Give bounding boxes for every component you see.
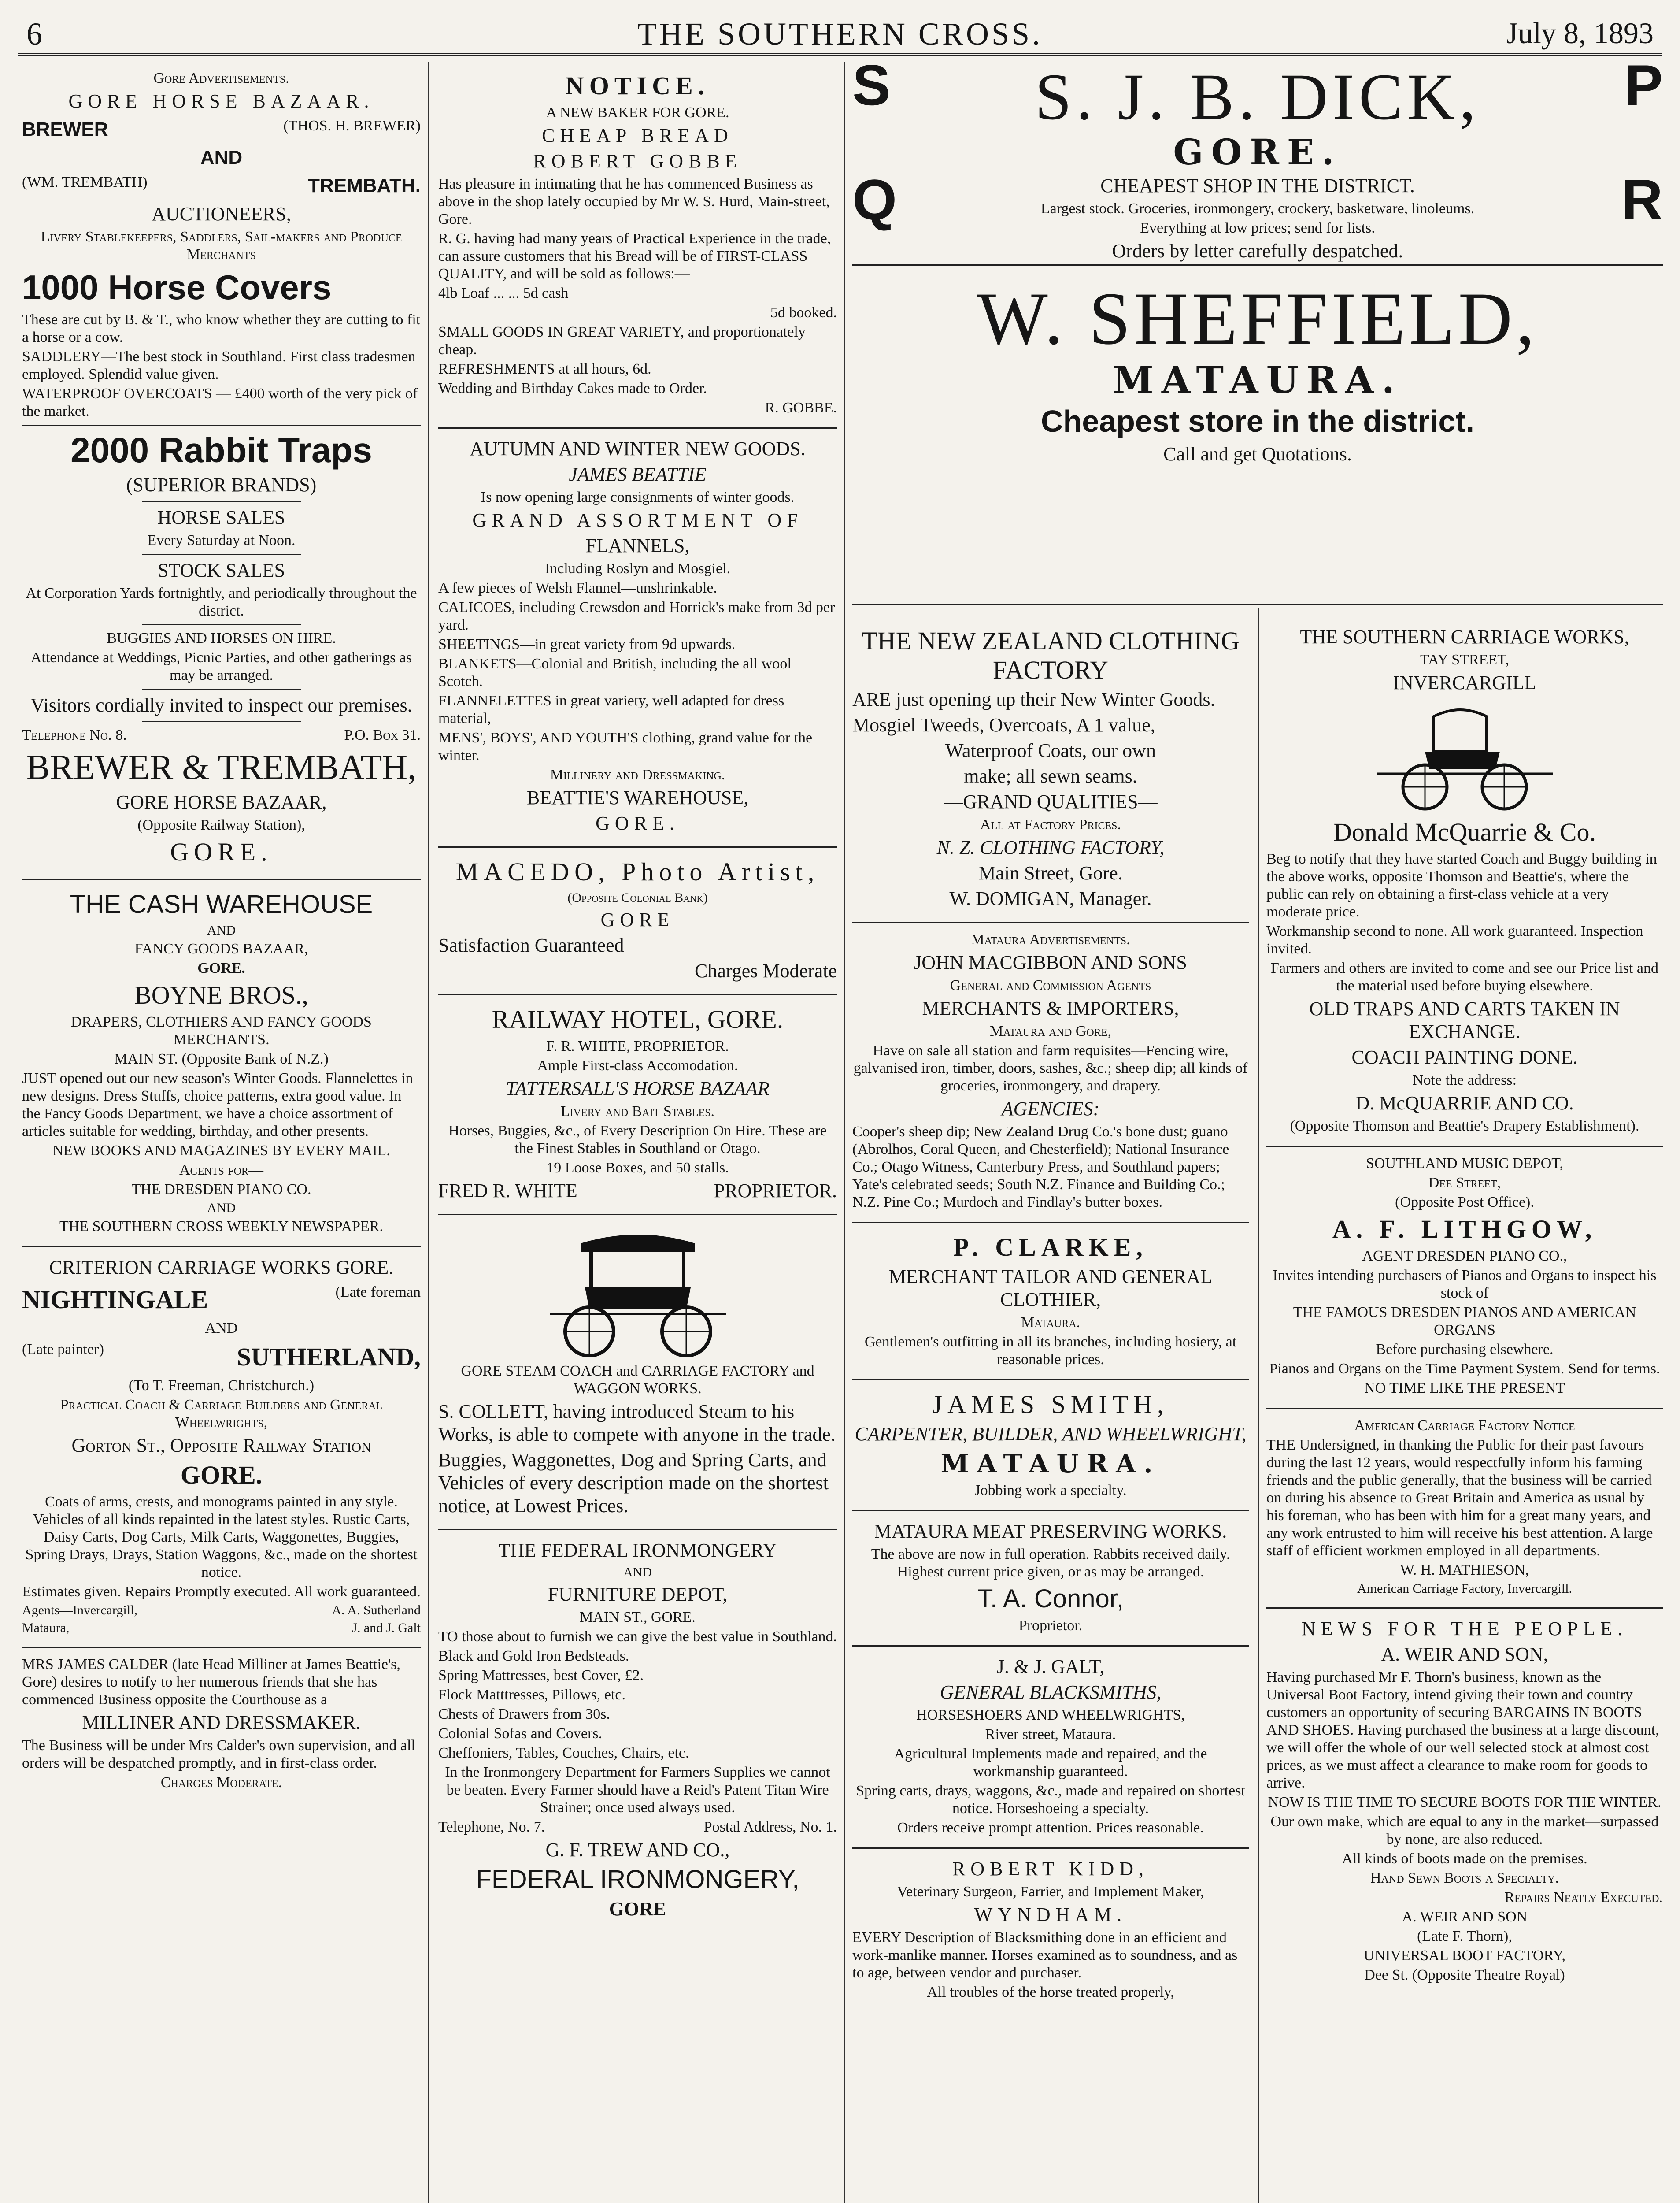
ad-text: Jobbing work a specialty. (974, 1482, 1127, 1498)
ad-railway-hotel (438, 995, 837, 1215)
ad-text: ARE just opening up their New Winter Goods. (852, 689, 1215, 710)
ad-text: STOCK SALES (158, 560, 285, 581)
ad-headline: A. F. LITHGOW, (1332, 1215, 1597, 1243)
carriage-illustration-icon (1372, 699, 1557, 813)
ad-text: Every Saturday at Noon. (147, 532, 296, 549)
ad-text: MENS', BOYS', AND YOUTH'S clothing, grand value for the winter. (438, 730, 813, 764)
ad-text: BREWER (22, 119, 108, 140)
ad-text: 4lb Loaf ... ... 5d cash (438, 285, 569, 301)
ad-text: (WM. TREMBATH) (22, 174, 148, 190)
ad-headline: American Carriage Factory Notice (1354, 1417, 1575, 1434)
ad-headline: BOYNE BROS., (134, 981, 308, 1009)
ad-headline: MILLINER AND DRESSMAKER. (82, 1712, 361, 1733)
ad-text: BUGGIES AND HORSES ON HIRE. (107, 630, 336, 646)
ad-text: COACH PAINTING DONE. (1351, 1046, 1578, 1068)
ad-headline: S. J. B. DICK, (1035, 60, 1480, 134)
ad-headline: ROBERT KIDD, (952, 1858, 1149, 1880)
ad-text: HORSE SALES (157, 507, 285, 528)
ad-text: THE Undersigned, in thanking the Public for their past favours during the last 12 years, would respectfully inform his farming friends and the public generally, that the business will be carried on during his absence to Great Britain and America as usual by his foreman, who has been with him for a great many years, and any work entrusted to him will receive his best attention. A large staff of efficient workmen employed in all departments. (1266, 1437, 1653, 1559)
ad-text: A. A. Sutherland (332, 1603, 421, 1617)
ad-text: TREMBATH. (308, 175, 421, 197)
ad-text: Call and get Quotations. (1163, 443, 1352, 465)
ad-text: Note the address: (1412, 1072, 1517, 1088)
ad-text: T. A. Connor, (977, 1584, 1124, 1613)
ad-text: (Opposite Thomson and Beattie's Drapery Establishment). (1290, 1118, 1639, 1134)
ad-text: TAY STREET, (1420, 652, 1509, 668)
ad-headline: NEWS FOR THE PEOPLE. (1301, 1618, 1628, 1639)
ad-headline: THE CASH WAREHOUSE (70, 890, 373, 919)
ad-headline: THE FEDERAL IRONMONGERY (498, 1539, 777, 1561)
ad-text: Millinery and Dressmaking. (550, 767, 725, 783)
ad-text: MATAURA. (1112, 358, 1403, 402)
ad-text: GORE. (1173, 131, 1342, 173)
ad-headline: THE SOUTHERN CARRIAGE WORKS, (1300, 626, 1629, 648)
ad-text: Farmers and others are invited to come and see our Price list and the material used before buying elsewhere. (1271, 960, 1658, 994)
ad-text: River street, Mataura. (985, 1726, 1116, 1743)
ad-text: (To T. Freeman, Christchurch.) (128, 1377, 315, 1394)
ad-headline: AUTUMN AND WINTER NEW GOODS. (470, 438, 806, 460)
ad-text: (Opposite Railway Station), (137, 817, 305, 833)
ad-text: (THOS. H. BREWER) (283, 118, 421, 134)
ad-text: NEW BOOKS AND MAGAZINES BY EVERY MAIL. (52, 1142, 390, 1159)
ad-text: Livery and Bait Stables. (560, 1103, 715, 1120)
ad-text: Largest stock. Groceries, ironmongery, crockery, basketware, linoleums. (1040, 200, 1475, 217)
ad-text: In the Ironmongery Department for Farmers Supplies we cannot be beaten. Every Farmer should have a Reid's Patent Titan Wire Strainer; once used always used. (445, 1764, 830, 1816)
ad-text: SUTHERLAND, (237, 1343, 421, 1371)
ad-text: AND (207, 1201, 236, 1215)
ad-sheffield (852, 264, 1663, 466)
ad-text: DRAPERS, CLOTHIERS AND FANCY GOODS MERCHANTS. (71, 1014, 372, 1048)
ad-text: These are cut by B. & T., who know whether they are cutting to fit a horse or a cow. (22, 312, 421, 345)
ad-headline: P. CLARKE, (953, 1233, 1148, 1261)
ad-text: Invites intending purchasers of Pianos and Organs to inspect his stock of (1273, 1267, 1657, 1301)
ad-text: HORSESHOERS AND WHEELWRIGHTS, (916, 1707, 1185, 1723)
masthead (18, 13, 1662, 56)
ad-text: Agents for— (179, 1162, 264, 1178)
ad-text: G. F. TREW AND CO., (545, 1839, 730, 1861)
ad-text: (SUPERIOR BRANDS) (126, 474, 317, 496)
ad-meat-preserving (852, 1511, 1249, 1647)
ad-headline: NOTICE. (565, 71, 710, 100)
ad-headline: BREWER & TREMBATH, (26, 748, 417, 787)
ad-collett-coach-factory (438, 1215, 837, 1530)
ad-text: Before purchasing elsewhere. (1376, 1341, 1554, 1357)
ad-text: MERCHANTS & IMPORTERS, (922, 998, 1179, 1019)
ad-text: SADDLERY—The best stock in Southland. First class tradesmen employed. Splendid value given. (22, 349, 416, 382)
ad-text: FANCY GOODS BAZAAR, (134, 941, 308, 957)
section-heading: Gore Advertisements. (153, 70, 289, 86)
ad-text: WYNDHAM. (974, 1904, 1127, 1925)
ad-text: Mosgiel Tweeds, Overcoats, A 1 value, (852, 714, 1155, 736)
ad-title: GORE HORSE BAZAAR. (68, 90, 374, 112)
ad-headline: JAMES SMITH, (932, 1390, 1169, 1419)
ad-text: OLD TRAPS AND CARTS TAKEN IN EXCHANGE. (1309, 998, 1620, 1042)
ad-james-beattie (438, 429, 837, 848)
ad-text: Agents—Invercargill, (22, 1603, 137, 1617)
ad-text: THE DRESDEN PIANO CO. (131, 1181, 311, 1198)
ad-text: (Late F. Thorn), (1417, 1928, 1512, 1944)
ad-text: 5d booked. (770, 304, 837, 321)
ad-text: Gorton St., Opposite Railway Station (71, 1435, 371, 1456)
ad-text: (Opposite Post Office). (1395, 1194, 1534, 1210)
ad-text: MAIN ST. (Opposite Bank of N.Z.) (114, 1051, 329, 1067)
column-1 (22, 62, 421, 2203)
ad-federal-ironmongery (438, 1530, 837, 1932)
ad-headline: FEDERAL IRONMONGERY, (476, 1865, 799, 1894)
ad-text: NO TIME LIKE THE PRESENT (1364, 1380, 1565, 1396)
corner-letter: R (1621, 167, 1663, 232)
ad-headline: SOUTHLAND MUSIC DEPOT, (1366, 1155, 1563, 1172)
ad-text: Practical Coach & Carriage Builders and General Wheelwrights, (60, 1397, 383, 1431)
ad-text: Colonial Sofas and Covers. (438, 1725, 603, 1742)
ad-text: Spring Mattresses, best Cover, £2. (438, 1667, 644, 1684)
ad-text: Including Roslyn and Mosgiel. (544, 560, 731, 577)
ad-text: AGENT DRESDEN PIANO CO., (1362, 1248, 1567, 1264)
corner-letter: Q (852, 167, 897, 232)
ad-text: W. DOMIGAN, Manager. (949, 888, 1152, 909)
ad-text: Waterproof Coats, our own (945, 740, 1156, 761)
ad-text: J. and J. Galt (352, 1621, 421, 1635)
ad-sj-dick (852, 53, 1663, 262)
ad-text: CALICOES, including Crewsdon and Horrick's make from 3d per yard. (438, 599, 835, 633)
ad-text: Charges Moderate (695, 960, 837, 982)
column-3 (852, 617, 1249, 2203)
ad-text: GORE. (197, 960, 245, 976)
ad-text: GENERAL BLACKSMITHS, (940, 1681, 1162, 1703)
ad-text: —GRAND QUALITIES— (944, 791, 1158, 812)
ad-text: THE FAMOUS DRESDEN PIANOS AND AMERICAN ORGANS (1293, 1304, 1636, 1338)
ad-text: P.O. Box 31. (344, 727, 421, 743)
ad-text: CARPENTER, BUILDER, AND WHEELWRIGHT, (855, 1423, 1247, 1445)
ad-text: N. Z. CLOTHING FACTORY, (936, 837, 1165, 858)
ad-text: TO those about to furnish we can give the best value in Southland. (438, 1628, 837, 1645)
ad-headline: RAILWAY HOTEL, GORE. (492, 1005, 784, 1034)
ad-text: Veterinary Surgeon, Farrier, and Implement Maker, (897, 1884, 1204, 1900)
ad-p-clarke (852, 1223, 1249, 1380)
ad-text: FLANNELS, (585, 535, 690, 556)
ad-text: WATERPROOF OVERCOATS — £400 worth of the very pick of the market. (22, 386, 418, 419)
corner-letter: P (1624, 53, 1663, 117)
ad-text: Pianos and Organs on the Time Payment System. Send for terms. (1269, 1361, 1660, 1377)
ad-text: Orders by letter carefully despatched. (1112, 240, 1403, 262)
ad-headline: Donald McQuarrie & Co. (1333, 818, 1596, 846)
section-heading: Mataura Advertisements. (971, 931, 1130, 948)
ad-text: Mataura. (1021, 1314, 1081, 1331)
ad-text: GORE HORSE BAZAAR, (116, 791, 327, 813)
ad-text: CHEAP BREAD (542, 125, 733, 146)
ad-text: Main Street, Gore. (978, 862, 1123, 884)
ad-text: R. G. having had many years of Practical Experience in the trade, can assure customers that his Bread will be of FIRST-CLASS QUALITY, and will be sold as follows:— (438, 230, 831, 282)
ad-text: GRAND ASSORTMENT OF (472, 509, 803, 531)
ad-text: Workmanship second to none. All work guaranteed. Inspection invited. (1266, 923, 1643, 957)
ad-text: (Late painter) (22, 1341, 104, 1357)
ad-text: MRS JAMES CALDER (late Head Milliner at James Beattie's, Gore) desires to notify to her numerous friends that she has commenced Business opposite the Courthouse as a (22, 1656, 400, 1708)
ad-text: make; all sewn seams. (964, 765, 1137, 787)
ad-text: Orders receive prompt attention. Prices reasonable. (897, 1820, 1204, 1836)
ad-text: Repairs Neatly Executed. (1504, 1889, 1663, 1906)
ad-text: AUCTIONEERS, (152, 203, 291, 225)
ad-text: R. GOBBE. (765, 400, 837, 416)
ad-text: Estimates given. Repairs Promptly executed. All work guaranteed. (22, 1584, 421, 1600)
ad-text: A few pieces of Welsh Flannel—unshrinkable. (438, 580, 718, 596)
ad-cash-warehouse (22, 880, 421, 1247)
ad-text: Has pleasure in intimating that he has commenced Business as above in the shop lately occupied by Mr W. S. Hurd, Main-street, Gore. (438, 176, 830, 227)
ad-text: TATTERSALL'S HORSE BAZAAR (506, 1078, 770, 1099)
ad-headline: CRITERION CARRIAGE WORKS GORE. (49, 1257, 394, 1278)
ad-text: Telephone No. 8. (22, 727, 127, 743)
ad-text: BLANKETS—Colonial and British, including the all wool Scotch. (438, 656, 792, 690)
ad-text: Cooper's sheep dip; New Zealand Drug Co.'s bone dust; guano (Abrolhos, Coral Queen, and Chesterfield); National Insurance Co.; Otago Witness, Canterbury Press, and Southland papers; Yate's celebrated seeds; South N.Z. Finance and Building Co.; N.Z. Pine Co.; Murdoch and Findlay's butter boxes. (852, 1124, 1229, 1210)
ad-robert-kidd (852, 1849, 1249, 2012)
ad-text: GORE (600, 909, 675, 931)
ad-headline: JOHN MACGIBBON AND SONS (914, 952, 1187, 973)
ad-american-carriage-factory (1266, 1409, 1663, 1609)
ad-text: GORE. (596, 812, 680, 834)
carriage-illustration-icon (541, 1226, 735, 1358)
ad-text: GORE. (170, 838, 273, 866)
ad-text: SMALL GOODS IN GREAT VARIETY, and proportionately cheap. (438, 324, 806, 358)
ad-text: Livery Stablekeepers, Saddlers, Sail-makers and Produce Merchants (41, 229, 402, 263)
ad-text: Buggies, Waggonettes, Dog and Spring Carts, and Vehicles of every description made on the shortest notice, at Lowest Prices. (438, 1449, 829, 1517)
ad-text: Everything at low prices; send for lists. (1140, 220, 1375, 236)
ad-southern-carriage-works (1266, 617, 1663, 1147)
ad-text: A. WEIR AND SON, (1381, 1643, 1548, 1665)
ad-text: THE SOUTHERN CROSS WEEKLY NEWSPAPER. (59, 1218, 383, 1235)
ad-galt (852, 1647, 1249, 1849)
ad-text: BEATTIE'S WAREHOUSE, (526, 787, 749, 809)
ad-dick-sheffield (852, 53, 1663, 605)
ad-text: SHEETINGS—in great variety from 9d upwards. (438, 636, 736, 653)
corner-letter: S (852, 53, 891, 117)
ad-text: Hand Sewn Boots a Specialty. (1370, 1870, 1559, 1886)
column-4 (1266, 617, 1663, 2203)
newspaper-title: THE SOUTHERN CROSS. (637, 16, 1043, 52)
ad-mrs-calder (22, 1648, 421, 1802)
ad-text: At Corporation Yards fortnightly, and periodically throughout the district. (26, 585, 417, 619)
ad-text: MERCHANT TAILOR AND GENERAL CLOTHIER, (888, 1266, 1213, 1310)
ad-text: Visitors cordially invited to inspect our premises. (30, 694, 412, 716)
ad-text: Mataura and Gore, (990, 1023, 1111, 1039)
ad-text: (Opposite Colonial Bank) (567, 890, 708, 905)
ad-text: FLANNELETTES in great variety, well adapted for dress material, (438, 693, 784, 727)
ad-text: AND (623, 1565, 652, 1580)
ad-text: S. COLLETT, having introduced Steam to his Works, is able to compete with anyone in the trade. (438, 1401, 836, 1445)
ad-headline: GORE STEAM COACH and CARRIAGE FACTORY and WAGGON WORKS. (461, 1363, 814, 1397)
ad-text: MAIN ST., GORE. (580, 1609, 696, 1625)
column-divider (844, 62, 845, 2203)
ad-text: CHEAPEST SHOP IN THE DISTRICT. (1100, 175, 1415, 197)
ad-macedo-photo (438, 848, 837, 995)
ad-text: GORE. (180, 1461, 263, 1489)
ad-text: NIGHTINGALE (22, 1285, 208, 1314)
ad-text: JUST opened out our new season's Winter Goods. Flannelettes in new designs. Dress Stuffs, choice patterns, extra good value. In the Fancy Goods Department, we have a choice assortment of articles suitable for wedding, birthday, and other presents. (22, 1070, 413, 1139)
ad-text: Postal Address, No. 1. (703, 1819, 837, 1835)
ad-headline: W. SHEFFIELD, (977, 277, 1538, 360)
ad-weir-and-son (1266, 1609, 1663, 1995)
ad-headline: MATAURA MEAT PRESERVING WORKS. (874, 1521, 1227, 1542)
ad-text: Have on sale all station and farm requisites—Fencing wire, galvanised iron, timber, doors, sashes, &c.; sheep dip; all kinds of groceries, ironmongery, and drapery. (853, 1042, 1248, 1094)
ad-text: Attendance at Weddings, Picnic Parties, and other gatherings as may be arranged. (30, 649, 412, 683)
ad-text: Coats of arms, crests, and monograms painted in any style. Vehicles of all kinds repainted in the latest styles. Rustic Carts, Daisy Carts, Dog Carts, Milk Carts, Waggonettes, Buggies, Spring Drays, Drays, Station Waggons, &c., made on the shortest notice. (25, 1494, 418, 1580)
ad-gobbe-baker (438, 62, 837, 429)
ad-text: Charges Moderate. (160, 1774, 282, 1791)
ad-james-smith (852, 1380, 1249, 1511)
ad-text: ROBERT GOBBE (533, 150, 742, 172)
ad-text: Our own make, which are equal to any in the market—surpassed by none, are also reduced. (1270, 1814, 1659, 1847)
page-number: 6 (26, 16, 42, 52)
ad-text: All at Factory Prices. (980, 816, 1121, 833)
ad-text: All kinds of boots made on the premises. (1342, 1851, 1587, 1867)
ad-text: FURNITURE DEPOT, (548, 1584, 728, 1605)
ad-text: AND (205, 1320, 238, 1336)
ad-text: GORE (609, 1898, 666, 1920)
ad-text: Flock Matttresses, Pillows, etc. (438, 1687, 625, 1703)
ad-text: JAMES BEATTIE (569, 464, 707, 485)
ad-macgibbon (852, 923, 1249, 1223)
ad-text: Ample First-class Accomodation. (537, 1057, 738, 1074)
ad-text: Chests of Drawers from 30s. (438, 1706, 610, 1722)
ad-text: Wedding and Birthday Cakes made to Order. (438, 380, 707, 397)
ad-text: Gentlemen's outfitting in all its branches, including hosiery, at reasonable prices. (864, 1334, 1237, 1368)
ad-text: AND (200, 147, 243, 168)
ad-southland-music-depot (1266, 1147, 1663, 1409)
ad-text: A. WEIR AND SON (1402, 1909, 1528, 1925)
ad-text: Telephone, No. 7. (438, 1819, 545, 1835)
ad-text: All troubles of the horse treated properly, (927, 1984, 1174, 2000)
ad-text: Satisfaction Guaranteed (438, 935, 624, 956)
ad-gore-horse-bazaar (22, 62, 421, 880)
ad-text: Black and Gold Iron Bedsteads. (438, 1648, 629, 1664)
ad-nz-clothing-factory (852, 617, 1249, 923)
ad-text: D. McQUARRIE AND CO. (1355, 1092, 1574, 1114)
ad-text: The Business will be under Mrs Calder's own supervision, and all orders will be despatched promptly, and in first-class order. (22, 1737, 415, 1771)
ad-text: A NEW BAKER FOR GORE. (546, 104, 729, 121)
ad-text: Is now opening large consignments of winter goods. (481, 489, 795, 505)
ad-headline: THE NEW ZEALAND CLOTHING FACTORY (862, 627, 1240, 684)
ad-text: FRED R. WHITE (438, 1180, 577, 1202)
ad-headline: 1000 Horse Covers (22, 268, 332, 307)
ad-text: Horses, Buggies, &c., of Every Description On Hire. These are the Finest Stables in Southland or Otago. (448, 1123, 827, 1157)
ad-text: EVERY Description of Blacksmithing done in an efficient and work-manlike manner. Horses examined as to soundness, and as to age, between vendor and purchaser. (852, 1929, 1238, 1981)
column-2 (438, 62, 837, 2203)
ad-text: Proprietor. (1018, 1617, 1083, 1634)
ad-text: (Late foreman (335, 1284, 421, 1300)
ad-text: Mataura, (22, 1621, 70, 1635)
ad-headline: J. & J. GALT, (996, 1656, 1105, 1677)
ad-text: MATAURA. (940, 1449, 1161, 1479)
ad-text: PROPRIETOR. (714, 1180, 837, 1202)
issue-date: July 8, 1893 (1506, 16, 1654, 50)
ad-text: 19 Loose Boxes, and 50 stalls. (546, 1160, 729, 1176)
ad-text: American Carriage Factory, Invercargill. (1357, 1581, 1573, 1596)
ad-text: INVERCARGILL (1393, 672, 1536, 694)
ad-text: Agricultural Implements made and repaired, and the workmanship guaranteed. (894, 1746, 1207, 1780)
ad-text: REFRESHMENTS at all hours, 6d. (438, 361, 651, 377)
ad-text: AGENCIES: (1001, 1098, 1100, 1120)
ad-text: AND (207, 923, 236, 938)
ad-headline: MACEDO, Photo Artist, (455, 857, 820, 886)
column-divider (428, 62, 429, 2203)
ad-text: UNIVERSAL BOOT FACTORY, (1363, 1947, 1566, 1964)
ad-text: F. R. WHITE, PROPRIETOR. (546, 1038, 729, 1054)
ad-text: Cheffoniers, Tables, Couches, Chairs, etc. (438, 1745, 689, 1761)
ad-text: Dee St. (Opposite Theatre Royal) (1364, 1967, 1565, 1983)
ad-criterion-carriage-works (22, 1247, 421, 1648)
ad-text: Beg to notify that they have started Coach and Buggy building in the above works, opposite Thomson and Beattie's, where the public can rely on obtaining a first-class vehicle at a very moderate price. (1266, 851, 1657, 920)
ad-headline: 2000 Rabbit Traps (70, 430, 372, 470)
ad-text: Having purchased Mr F. Thorn's business, known as the Universal Boot Factory, intend giving their town and country customers an opportunity of securing BARGAINS IN BOOTS AND SHOES. Having purchased the business at a large discount, we will offer the whole of our well selected stock at almost cost prices, as we must affect a clearance to make room for goods to arrive. (1266, 1669, 1659, 1791)
column-divider (1258, 608, 1259, 2203)
ad-text: NOW IS THE TIME TO SECURE BOOTS FOR THE WINTER. (1268, 1794, 1661, 1810)
ad-text: W. H. MATHIESON, (1400, 1562, 1529, 1578)
ad-text: Dee Street, (1428, 1175, 1501, 1191)
ad-text: General and Commission Agents (950, 977, 1151, 994)
ad-text: The above are now in full operation. Rabbits received daily. Highest current price given, or as may be arranged. (871, 1546, 1230, 1580)
ad-text: Spring carts, drays, waggons, &c., made and repaired on shortest notice. Horseshoeing a specialty. (856, 1783, 1245, 1817)
ad-text: Cheapest store in the district. (1040, 404, 1475, 438)
